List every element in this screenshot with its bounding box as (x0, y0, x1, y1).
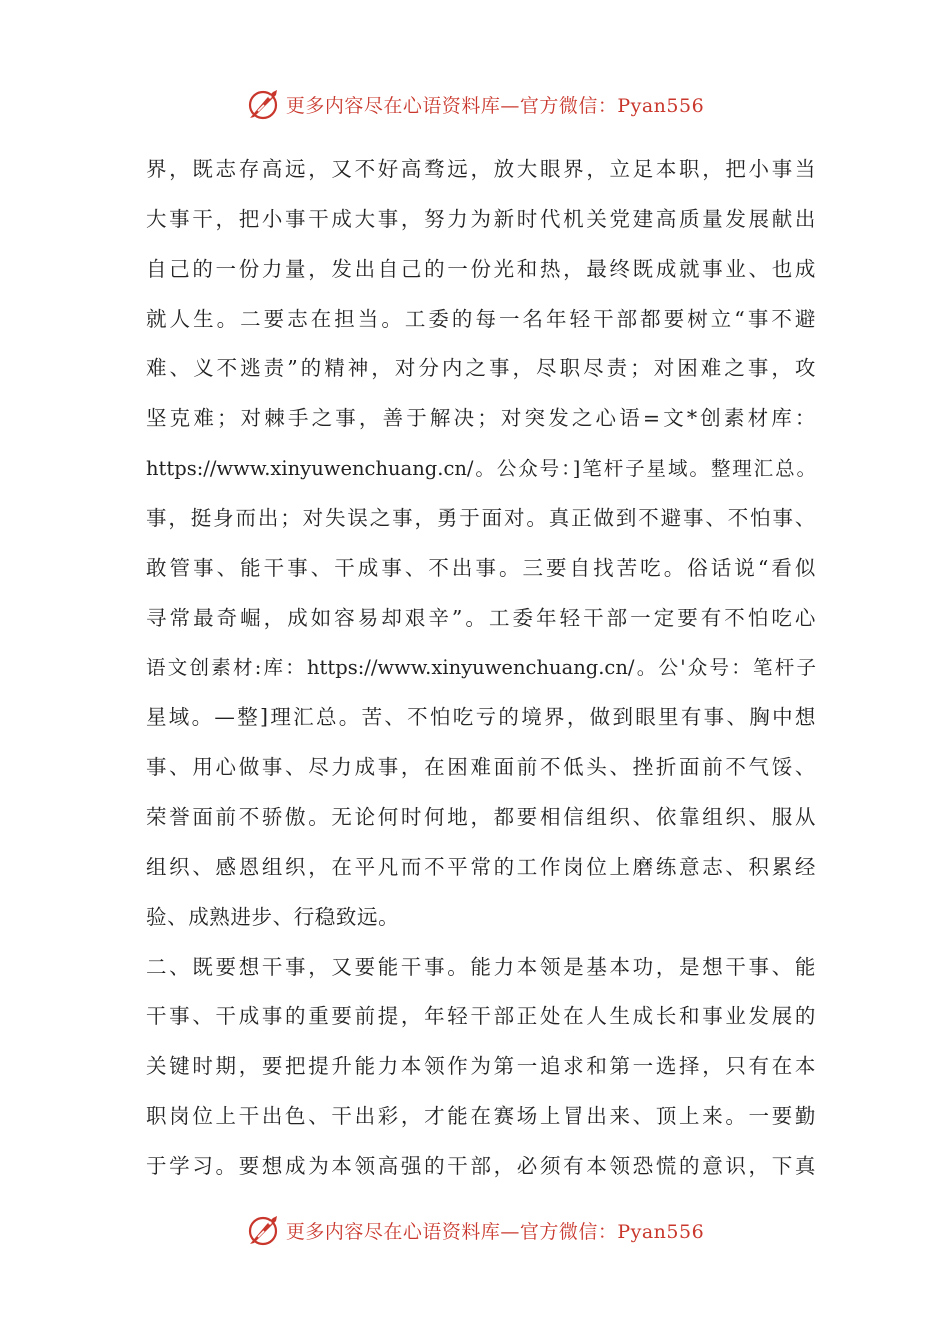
text-line: 就人生。二要志在担当。工委的每一名年轻干部都要树立“事不避 (146, 306, 816, 331)
footer-banner (0, 1208, 950, 1252)
text-line: 组织、感恩组织，在平凡而不平常的工作岗位上磨练意志、积累经 (146, 854, 816, 879)
header-banner (0, 82, 950, 126)
text-line: 星域。—整]理汇总。苦、不怕吃亏的境界，做到眼里有事、胸中想 (146, 705, 816, 730)
text-line: 难、义不逃责”的精神，对分内之事，尽职尽责；对困难之事，攻 (146, 356, 816, 381)
text-line: 验、成熟进步、行稳致远。 (146, 904, 400, 929)
text-line: 自己的一份力量，发出自己的一份光和热，最终既成就事业、也成 (146, 256, 816, 281)
text-line: 坚克难；对棘手之事，善于解决；对突发之心语=文*创素材库： (146, 406, 816, 431)
document-body (146, 145, 816, 1192)
text-line: 于学习。要想成为本领高强的干部，必须有本领恐慌的意识，下真 (146, 1153, 816, 1178)
text-line-watermark-url: 语文创素材:库：https://www.xinyuwenchuang.cn/。公'众号：笔杆子 (146, 656, 816, 680)
pen-nib-logo-icon (246, 86, 282, 122)
text-line: 事，挺身而出；对失误之事，勇于面对。真正做到不避事、不怕事、 (146, 505, 816, 530)
header-banner-text: 更多内容尽在心语资料库—官方微信：Pyan556 (285, 94, 705, 117)
text-line-watermark-url: https://www.xinyuwenchuang.cn/。公众号：]笔杆子星域。整理汇总。 (146, 457, 816, 481)
text-line: 寻常最奇崛，成如容易却艰辛”。工委年轻干部一定要有不怕吃心 (146, 605, 816, 630)
text-line: 敢管事、能干事、干成事、不出事。三要自找苦吃。俗话说“看似 (146, 555, 816, 580)
pen-nib-logo-icon (246, 1212, 282, 1248)
footer-banner-text: 更多内容尽在心语资料库—官方微信：Pyan556 (285, 1220, 705, 1243)
text-line: 关键时期，要把提升能力本领作为第一追求和第一选择，只有在本 (146, 1054, 816, 1079)
text-line: 界，既志存高远，又不好高骛远，放大眼界，立足本职，把小事当 (146, 157, 816, 181)
text-line: 干事、干成事的重要前提，年轻干部正处在人生成长和事业发展的 (146, 1004, 816, 1029)
text-line: 事、用心做事、尽力成事，在困难面前不低头、挫折面前不气馁、 (146, 755, 816, 780)
text-line: 荣誉面前不骄傲。无论何时何地，都要相信组织、依靠组织、服从 (146, 804, 816, 829)
text-line: 大事干，把小事干成大事，努力为新时代机关党建高质量发展献出 (146, 206, 816, 231)
text-line: 职岗位上干出色、干出彩，才能在赛场上冒出来、顶上来。一要勤 (146, 1104, 816, 1129)
section-heading-line: 二、既要想干事，又要能干事。能力本领是基本功，是想干事、能 (146, 954, 816, 979)
